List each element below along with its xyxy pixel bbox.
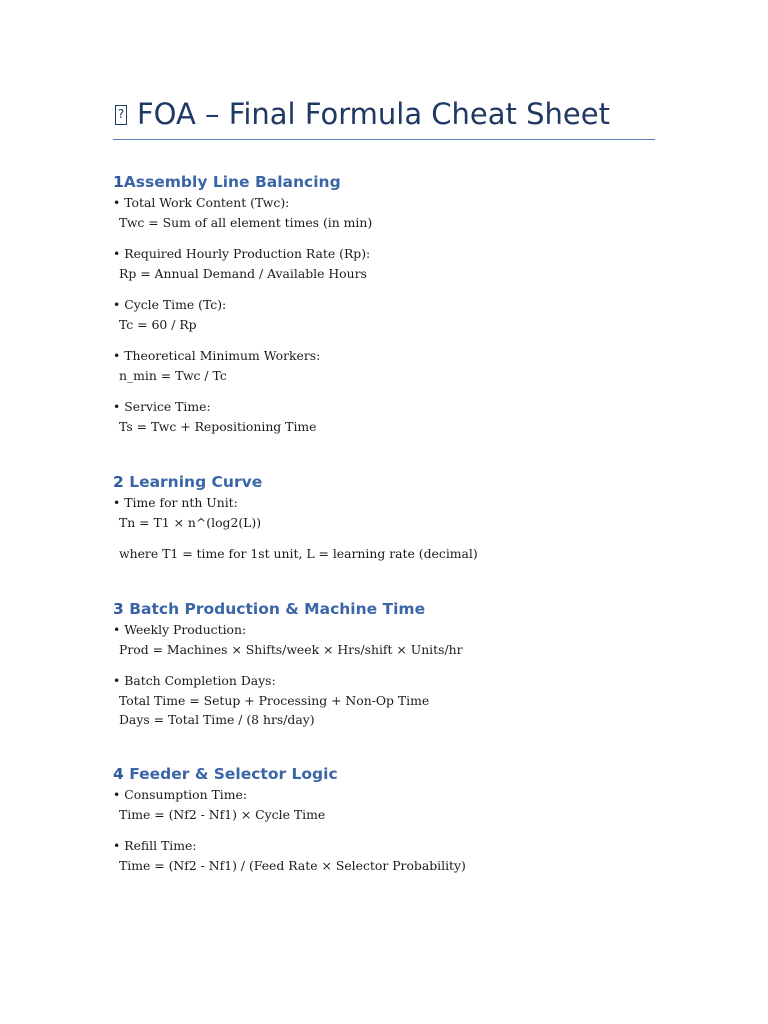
list-item [113,671,655,730]
section-heading [113,171,655,193]
item-formula: Twc = Sum of all element times (in min) [119,214,373,230]
list-item [113,346,655,385]
item-formula: Time = (Nf2 - Nf1) / (Feed Rate × Selector Probability) [119,857,466,873]
section-learning-curve [113,471,655,564]
section-number: 2 [113,473,124,491]
item-label: • Total Work Content (Twc): [113,195,290,210]
item-label: • Weekly Production: [113,622,247,637]
section-title: Assembly Line Balancing [123,173,341,191]
list-item [113,397,655,436]
item-label: • Service Time: [113,399,211,414]
list-item [113,785,655,824]
item-label: • Consumption Time: [113,787,247,802]
list-item [113,620,655,659]
page-title [113,96,655,132]
item-formula: n_min = Twc / Tc [119,367,227,383]
section-heading [113,471,655,493]
page-title-text: FOA – Final Formula Cheat Sheet [137,97,610,131]
section-title: Learning Curve [123,473,263,491]
list-item [113,193,655,232]
item-formula: Total Time = Setup + Processing + Non-Op Time [119,692,430,708]
item-formula: Tc = 60 / Rp [119,316,197,332]
section-assembly-line-balancing [113,171,655,436]
section-number: 3 [113,600,124,618]
section-title: Feeder & Selector Logic [123,765,338,783]
item-formula: Tn = T1 × n^(log2(L)) [119,514,262,530]
item-label: • Theoretical Minimum Workers: [113,348,321,363]
section-number: 4 [113,765,124,783]
list-item [113,836,655,875]
section-heading [113,763,655,785]
item-formula: Prod = Machines × Shifts/week × Hrs/shift × Units/hr [119,641,463,657]
list-item [113,544,655,564]
section-heading [113,598,655,620]
list-item [113,244,655,283]
title-divider [113,139,655,140]
item-formula: Time = (Nf2 - Nf1) × Cycle Time [119,806,326,822]
list-item [113,295,655,334]
list-item [113,493,655,532]
section-number: 1 [113,173,124,191]
item-formula: Ts = Twc + Repositioning Time [119,418,317,434]
missing-glyph-icon: ? [115,105,127,125]
item-formula: Days = Total Time / (8 hrs/day) [119,712,315,727]
section-batch-production [113,598,655,730]
item-formula: Rp = Annual Demand / Available Hours [119,265,367,281]
item-label: • Refill Time: [113,838,197,853]
item-label: • Time for nth Unit: [113,495,238,510]
section-feeder-selector-logic [113,763,655,875]
section-title: Batch Production & Machine Time [123,600,426,618]
item-note: where T1 = time for 1st unit, L = learning rate (decimal) [119,546,478,561]
item-label: • Cycle Time (Tc): [113,297,227,312]
item-label: • Batch Completion Days: [113,673,276,688]
item-label: • Required Hourly Production Rate (Rp): [113,246,371,261]
